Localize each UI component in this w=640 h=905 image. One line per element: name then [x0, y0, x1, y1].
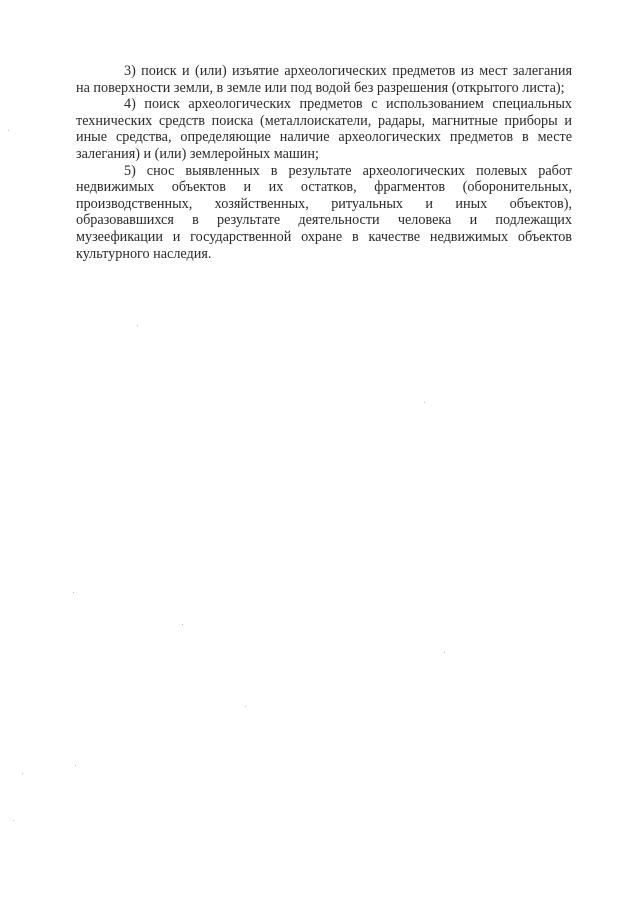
scan-speck: [245, 706, 246, 707]
scan-speck: [137, 325, 138, 326]
scan-speck: [8, 130, 9, 131]
document-body: [76, 63, 572, 262]
scan-speck: [73, 592, 74, 593]
scan-speck: [13, 820, 14, 821]
scan-speck: [182, 624, 183, 625]
paragraph-item-3: 3) поиск и (или) изъятие археологических предметов из мест залегания на поверхности земли, в земле или под водой без разрешения (открытого листа);: [76, 63, 572, 96]
scan-speck: [424, 402, 425, 403]
scan-speck: [75, 765, 76, 766]
paragraph-item-4: 4) поиск археологических предметов с использованием специальных технических средств поиска (металлоискатели, радары, магнитные приборы и иные средства, определяющие наличие археологических предметов в месте залегания) и (или) землеройных машин;: [76, 96, 572, 162]
paragraph-item-5: 5) снос выявленных в результате археологических полевых работ недвижимых объектов и их остатков, фрагментов (оборонительных, производственных, хозяйственных, ритуальных и иных объектов), образовавшихся в результате деятельности человека и подлежащих музеефикации и государственной охране в качестве недвижимых объектов культурного наследия.: [76, 162, 572, 262]
scan-speck: [22, 773, 23, 774]
scan-speck: [444, 652, 445, 653]
